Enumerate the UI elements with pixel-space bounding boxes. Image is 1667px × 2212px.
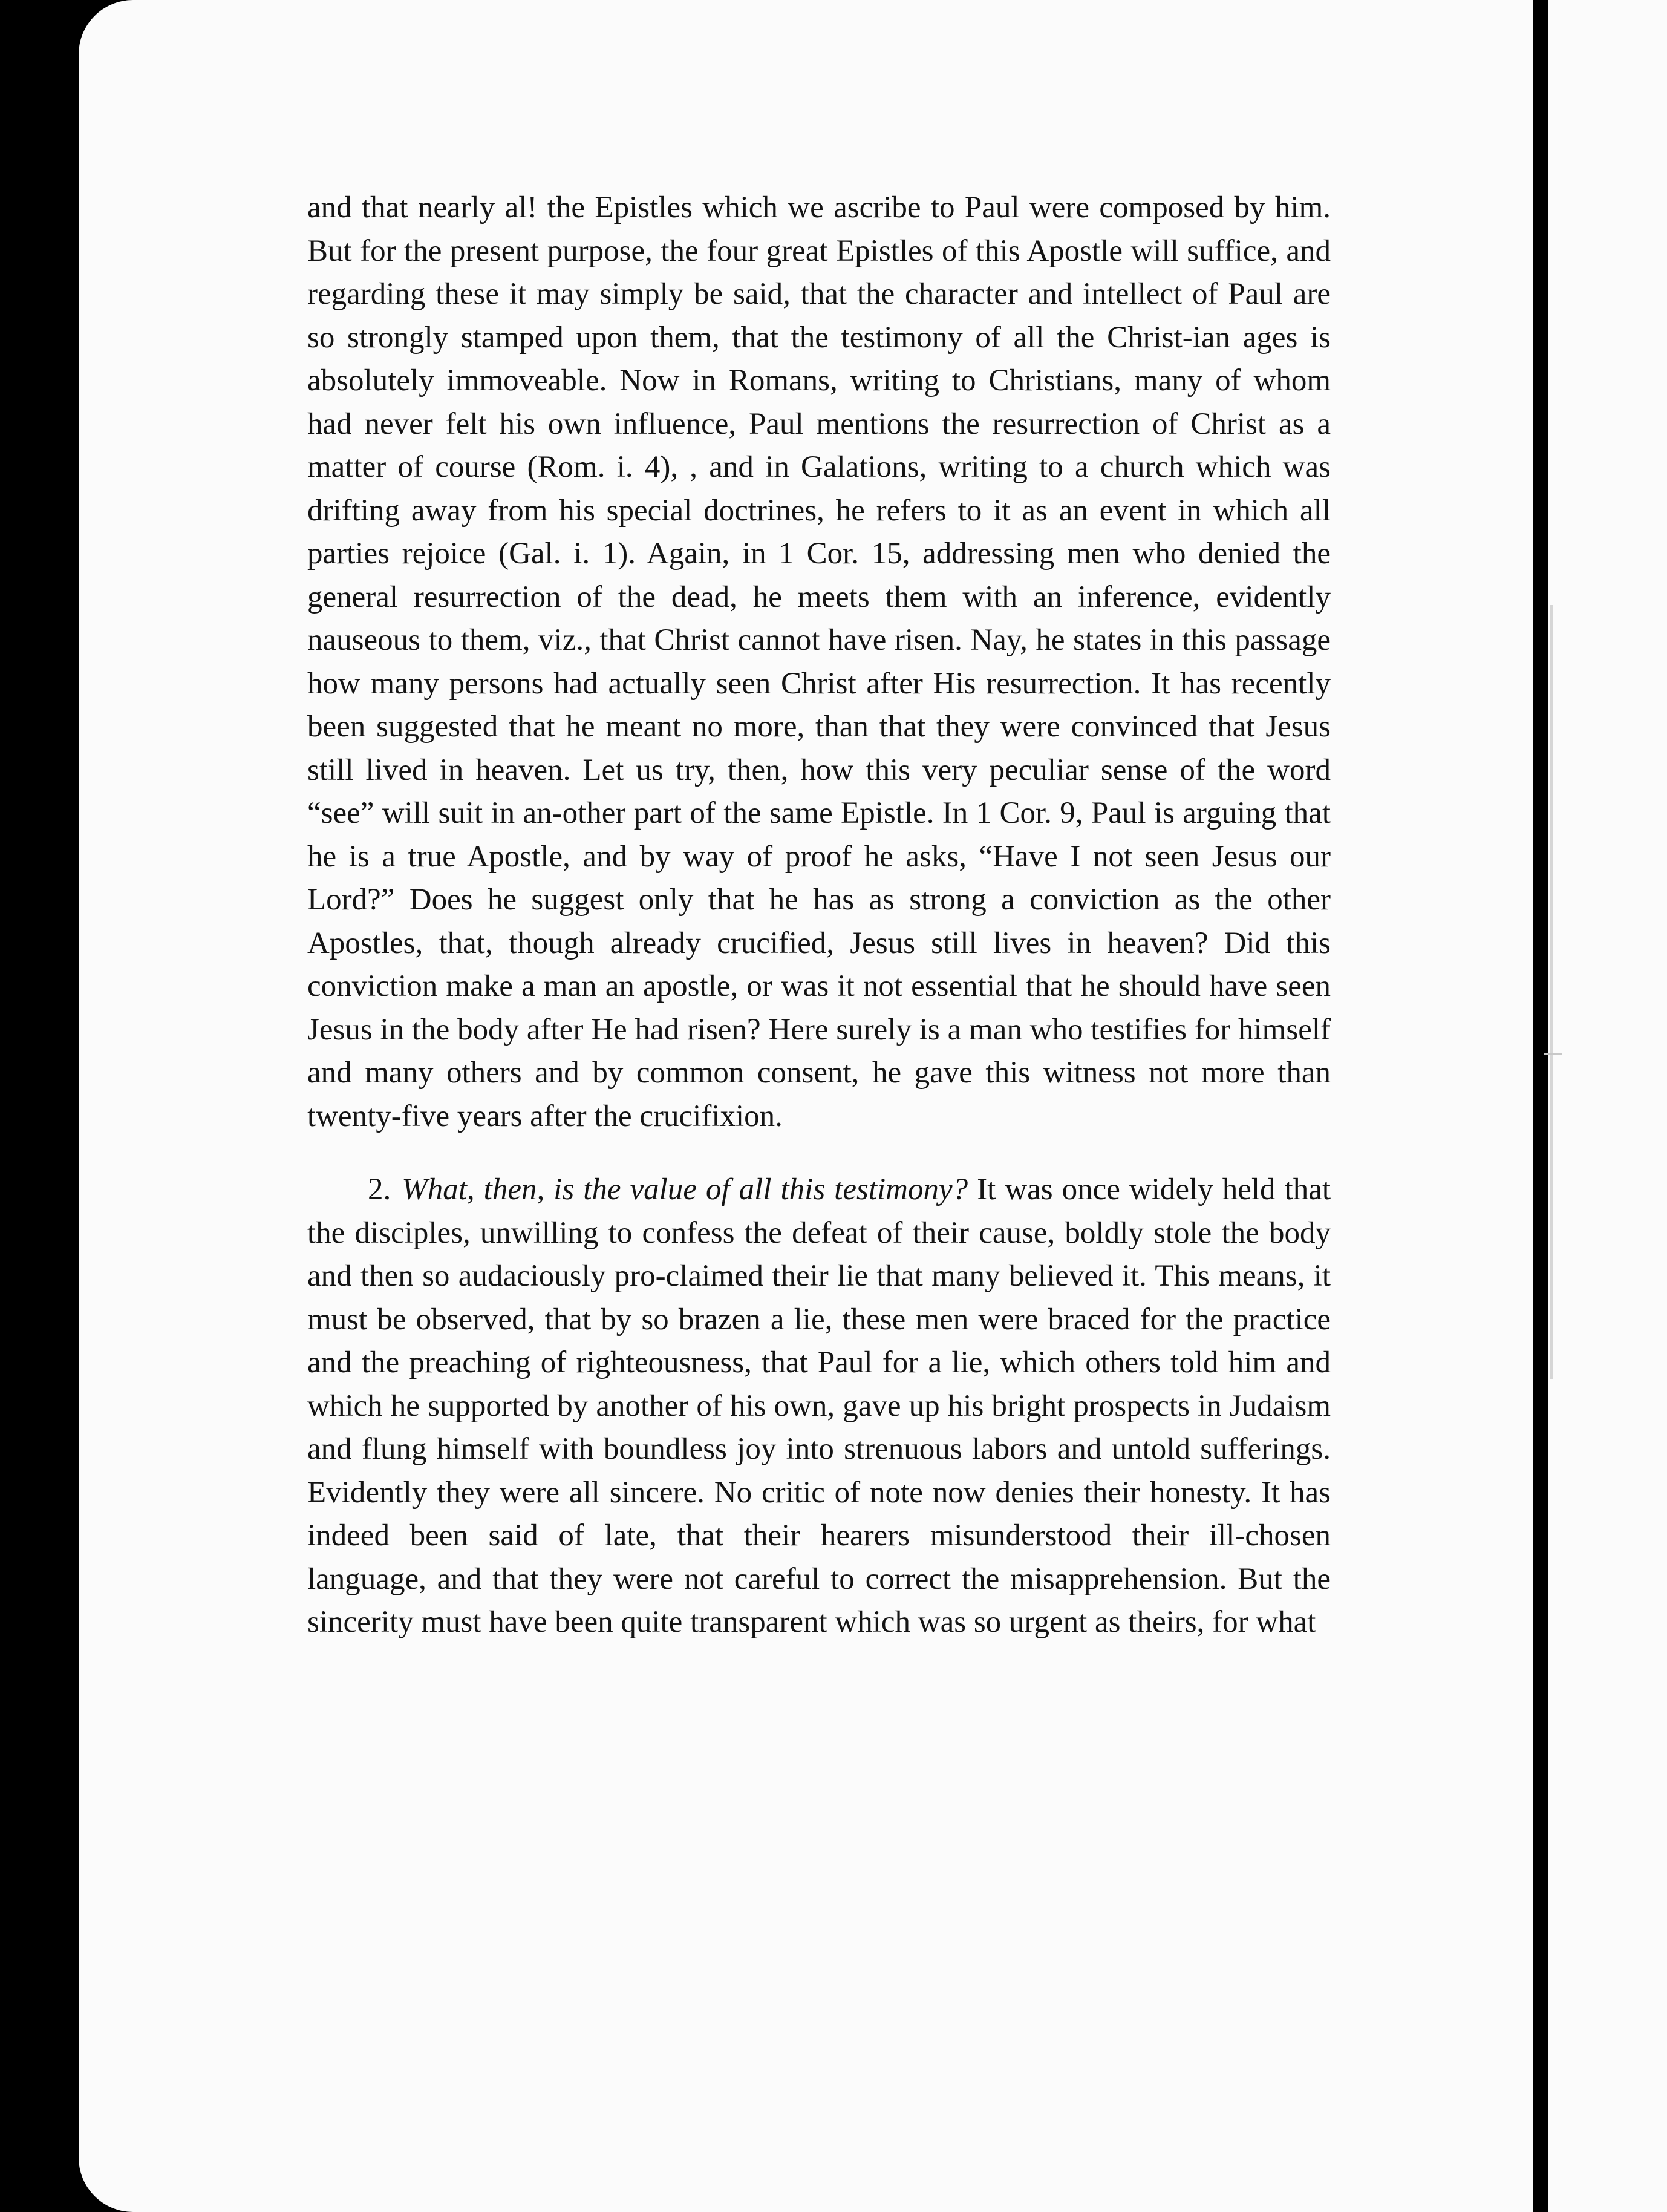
paragraph-1-text: and that nearly al! the Epistles which we ascribe to Paul were composed by him. But for the present purpose, the four great Epistles of this Apostle will suffice, and regarding these it may simply be said, that the character and intellect of Paul are so strongly stamped upon them, that the testimony of all the Christ-ian ages is absolutely immoveable. Now in Romans, writing to Christians, many of whom had never felt his own influence, Paul mentions the resurrection of Christ as a matter of course (Rom. i. 4), , and in Galations, writing to a church which was drifting away from his special doctrines, he refers to it as an event in which all parties rejoice (Gal. i. 1). Again, in 1 Cor. 15, addressing men who denied the general resurrection of the dead, he meets them with an inference, evidently nauseous to them, viz., that Christ cannot have risen. Nay, he states in this passage how many persons had actually seen Christ after His resurrection. It has recently been suggested that he meant no more, than that they were convinced that Jesus still lived in heaven. Let us try, then, how this very peculiar sense of the word “see” will suit in an-other part of the same Epistle. In 1 Cor. 9, Paul is arguing that he is a true Apostle, and by way of proof he asks, “Have I not seen Jesus our Lord?” Does he suggest only that he has as strong a conviction as the other Apostles, that, though already crucified, Jesus still lives in heaven? Did this conviction make a man an apostle, or was it not essential that he should have seen Jesus in the body after He had risen? Here surely is a man who testifies for himself and many others and by common consent, he gave this witness not more than twenty-five years after the crucifixion. (307, 191, 1331, 1133)
paragraph-2-heading: What, then, is the value of all this testimony? (402, 1173, 968, 1206)
paragraph-2-number: 2. (368, 1173, 391, 1206)
body-text (307, 186, 1331, 1644)
margin-fold-mark (1550, 605, 1553, 1379)
paragraph-1 (307, 186, 1331, 1138)
paragraph-2-text: It was once widely held that the disciples, unwilling to confess the defeat of their cause, boldly stole the body and then so audaciously pro-claimed their lie that many believed it. This means, it must be observed, that by so brazen a lie, these men were braced for the practice and the preaching of righteousness, that Paul for a lie, which others told him and which he supported by another of his own, gave up his bright prospects in Judaism and flung himself with boundless joy into strenuous labors and untold sufferings. Evidently they were all sincere. No critic of note now denies their honesty. It has indeed been said of late, that their hearers misunderstood their ill-chosen language, and that they were not careful to correct the misapprehension. But the sincerity must have been quite transparent which was so urgent as theirs, for what (307, 1173, 1331, 1639)
margin-nick-mark (1544, 1053, 1562, 1055)
paragraph-2 (307, 1168, 1331, 1644)
